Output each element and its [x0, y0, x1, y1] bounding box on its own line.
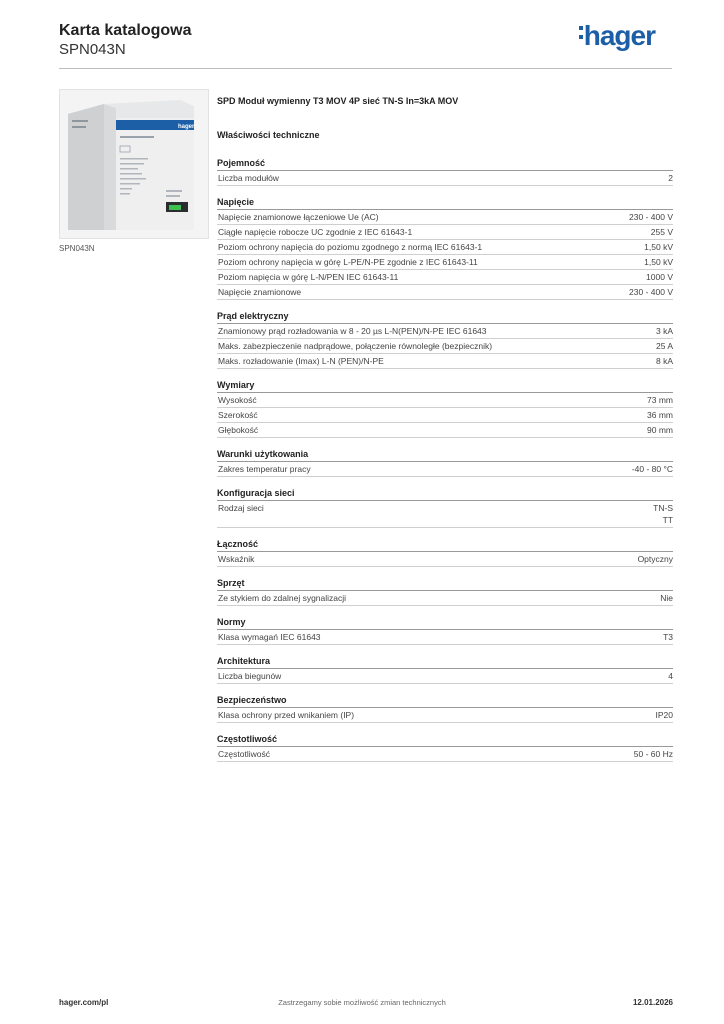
spec-row	[217, 339, 673, 354]
spec-row	[217, 552, 673, 567]
spec-label: Zakres temperatur pracy	[218, 464, 311, 474]
spec-group	[217, 379, 673, 438]
module-brand-text: hager	[178, 124, 195, 130]
spec-row	[217, 210, 673, 225]
spec-group	[217, 538, 673, 567]
spec-label: Poziom ochrony napięcia do poziomu zgodnego z normą IEC 61643-1	[218, 242, 483, 252]
spec-label: Ze stykiem do zdalnej sygnalizacji	[218, 593, 347, 603]
spec-value: 1,50 kV	[644, 257, 673, 267]
spec-value: 90 mm	[647, 425, 673, 435]
spec-group-title: Wymiary	[217, 379, 673, 393]
spec-value: 4	[668, 671, 673, 681]
logo-dots-icon	[579, 20, 583, 39]
spec-label: Klasa ochrony przed wnikaniem (IP)	[218, 710, 355, 720]
spec-row	[217, 591, 673, 606]
spec-value: IP20	[655, 710, 673, 720]
spec-value: 230 - 400 V	[629, 212, 673, 222]
spec-value: 1000 V	[646, 272, 673, 282]
spec-group	[217, 487, 673, 528]
spec-group	[217, 577, 673, 606]
spec-value: 230 - 400 V	[629, 287, 673, 297]
spec-value: 36 mm	[647, 410, 673, 420]
footer-website: hager.com/pl	[59, 998, 109, 1007]
header-divider	[59, 68, 672, 69]
spec-label: Szerokość	[218, 410, 258, 420]
spec-group-title: Prąd elektryczny	[217, 310, 673, 324]
spec-group	[217, 694, 673, 723]
spec-row	[217, 285, 673, 300]
spec-label: Częstotliwość	[218, 749, 270, 759]
spec-value: 2	[668, 173, 673, 183]
spec-label: Napięcie znamionowe łączeniowe Ue (AC)	[218, 212, 379, 222]
spec-row	[217, 747, 673, 762]
spec-group	[217, 157, 673, 186]
spec-label: Znamionowy prąd rozładowania w 8 - 20 µs L-N(PEN)/N-PE IEC 61643	[218, 326, 487, 336]
product-code: SPN043N	[59, 41, 126, 58]
spec-value: TN-S TT	[653, 503, 673, 525]
spec-heading: Właściwości techniczne	[217, 130, 320, 140]
spec-group-title: Łączność	[217, 538, 673, 552]
spec-row	[217, 501, 673, 528]
spec-value: 73 mm	[647, 395, 673, 405]
logo-text: hager	[583, 20, 655, 51]
spec-value: Optyczny	[637, 554, 673, 564]
spec-label: Napięcie znamionowe	[218, 287, 302, 297]
spec-groups	[217, 157, 673, 762]
spec-row	[217, 324, 673, 339]
spec-section	[217, 96, 673, 772]
spec-group-title: Konfiguracja sieci	[217, 487, 673, 501]
spec-value: 3 kA	[655, 326, 673, 336]
spec-value: Nie	[660, 593, 673, 603]
spec-group	[217, 655, 673, 684]
spec-row	[217, 270, 673, 285]
spec-row	[217, 408, 673, 423]
spec-label: Klasa wymagań IEC 61643	[218, 632, 321, 642]
spec-group	[217, 616, 673, 645]
spec-group	[217, 310, 673, 369]
spec-row	[217, 255, 673, 270]
spec-group	[217, 448, 673, 477]
product-image	[59, 89, 209, 239]
image-caption: SPN043N	[59, 244, 95, 253]
spec-value: 50 - 60 Hz	[633, 749, 673, 759]
page-header	[59, 20, 671, 70]
spec-row	[217, 240, 673, 255]
spec-group-title: Bezpieczeństwo	[217, 694, 673, 708]
spec-value: T3	[663, 632, 673, 642]
spec-row	[217, 171, 673, 186]
spec-row	[217, 669, 673, 684]
spec-group-title: Warunki użytkowania	[217, 448, 673, 462]
spec-label: Rodzaj sieci	[218, 503, 264, 513]
spec-label: Wskaźnik	[218, 554, 255, 564]
spec-row	[217, 393, 673, 408]
spec-row	[217, 708, 673, 723]
spec-row	[217, 354, 673, 369]
hager-logo	[579, 20, 655, 52]
document-title: Karta katalogowa	[59, 22, 192, 39]
spec-group	[217, 733, 673, 762]
spec-row	[217, 225, 673, 240]
spec-group-title: Architektura	[217, 655, 673, 669]
spec-group-title: Częstotliwość	[217, 733, 673, 747]
spec-label: Poziom napięcia w górę L-N/PEN IEC 61643-11	[218, 272, 399, 282]
spec-row	[217, 423, 673, 438]
spec-label: Liczba biegunów	[218, 671, 282, 681]
footer-date: 12.01.2026	[632, 998, 673, 1007]
spec-value: 255 V	[650, 227, 673, 237]
spec-group-title: Normy	[217, 616, 673, 630]
spec-group-title: Pojemność	[217, 157, 673, 171]
product-name: SPD Moduł wymienny T3 MOV 4P sieć TN-S In=3kA MOV	[217, 96, 459, 106]
spec-label: Maks. rozładowanie (Imax) L-N (PEN)/N-PE	[218, 356, 384, 366]
footer-notice: Zastrzegamy sobie możliwość zmian technicznych	[278, 998, 446, 1007]
spec-value: 1,50 kV	[644, 242, 673, 252]
spec-label: Wysokość	[218, 395, 257, 405]
spec-group	[217, 196, 673, 300]
spec-row	[217, 462, 673, 477]
spec-value: 25 A	[655, 341, 673, 351]
spec-label: Poziom ochrony napięcia w górę L-PE/N-PE zgodnie z IEC 61643-11	[218, 257, 478, 267]
spec-group-title: Napięcie	[217, 196, 673, 210]
spec-row	[217, 630, 673, 645]
spec-group-title: Sprzęt	[217, 577, 673, 591]
spec-label: Ciągłe napięcie robocze UC zgodnie z IEC 61643-1	[218, 227, 413, 237]
spd-module-icon	[60, 90, 208, 238]
spec-value: -40 - 80 °C	[631, 464, 673, 474]
spec-label: Głębokość	[218, 425, 259, 435]
spec-value: 8 kA	[655, 356, 673, 366]
spec-label: Liczba modułów	[218, 173, 279, 183]
spec-label: Maks. zabezpieczenie nadprądowe, połączenie równoległe (bezpiecznik)	[218, 341, 493, 351]
